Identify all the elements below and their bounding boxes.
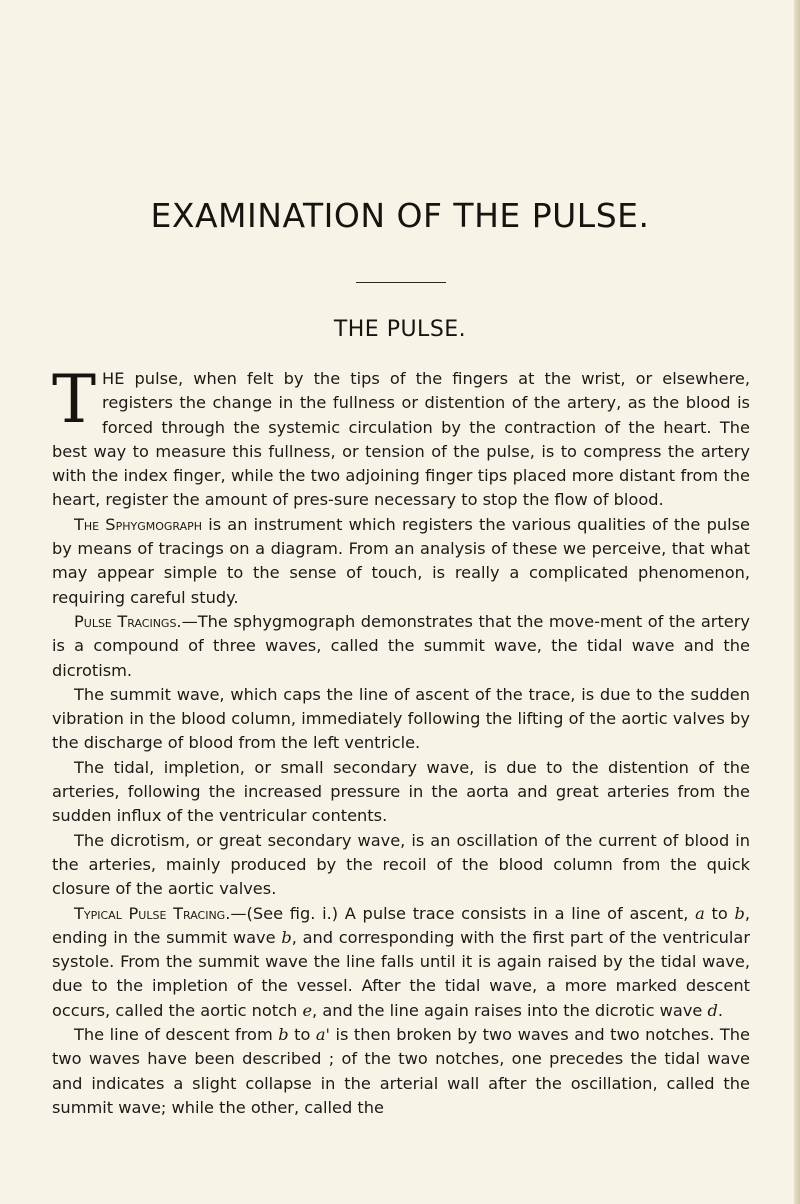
- paragraph-text: , ending in the summit wave: [52, 903, 750, 947]
- paragraph-line-of-descent: [52, 1023, 750, 1120]
- drop-cap: T: [52, 361, 97, 438]
- paragraph-text: is an instrument which registers the various qualities of the pulse by means of tracings on a diagram. From an analysis of these we perceive, that what may appear simple to the sense of touch, is really a complicated phenomenon, requiring careful study.: [52, 514, 750, 607]
- paragraph-text: to: [704, 903, 735, 923]
- paragraph-sphygmograph: [52, 513, 750, 610]
- paragraph-text: , and the line again raises into the dicrotic wave: [312, 1000, 708, 1020]
- paragraph-text: , and corresponding with the first part of the ventricular systole. From the summit wave the line falls until it is again raised by the tidal wave, due to the impletion of the vessel. After the tidal wave, a more marked descent occurs, called the aortic notch: [52, 927, 750, 1020]
- paragraph-text: .: [717, 1000, 724, 1020]
- paragraph-text: —The sphygmograph demonstrates that the move-ment of the artery is a compound of three waves, called the summit wave, the tidal wave and the dicrotism.: [52, 611, 750, 680]
- italic-letter: e: [302, 1000, 313, 1020]
- paragraph-text: HE pulse, when felt by the tips of the fingers at the wrist, or elsewhere, registers the change in the fullness or distention of the artery, as the blood is forced through the systemic circulation by the contraction of the heart. The best way to measure this fullness, or tension of the pulse, is to compress the artery with the index finger, while the two adjoining finger tips placed more distant from the heart, register the amount of pres-sure necessary to stop the flow of blood.: [52, 369, 750, 510]
- run-in-heading: Pulse Tracings.: [74, 611, 182, 631]
- paragraph-typical-tracing: [52, 902, 750, 1023]
- run-in-heading: The Sphygmograph: [74, 514, 203, 534]
- paragraph-text: is then broken by two waves and two notches. The two waves have been described ; of the two notches, one precedes the tidal wave and indicates a slight collapse in the arterial wall after the oscillation, called the summit wave; while the other, called the: [52, 1025, 750, 1117]
- title-rule: [356, 282, 446, 283]
- page-edge: [794, 0, 800, 1204]
- italic-letter: b: [734, 903, 745, 923]
- paragraph-pulse-tracings: [52, 610, 750, 683]
- section-title: THE PULSE.: [333, 317, 467, 342]
- paragraph-summit-wave: The summit wave, which caps the line of ascent of the trace, is due to the sudden vibration in the blood column, immediately following the lifting of the aortic valves by the discharge of blood from the left ventricle.: [52, 684, 750, 753]
- italic-letter: d: [707, 1000, 718, 1020]
- running-head: EXAMINATION OF THE PULSE.: [150, 196, 650, 235]
- paragraph-tidal-wave: The tidal, impletion, or small secondary wave, is due to the distention of the arteries, following the increased pressure in the aorta and great arteries from the sudden influx of the ventricular contents.: [52, 757, 750, 826]
- paragraph-dicrotism: The dicrotism, or great secondary wave, is an oscillation of the current of blood in the arteries, mainly produced by the recoil of the blood column from the quick closure of the aortic valves.: [52, 830, 750, 899]
- italic-letter: b: [281, 927, 292, 947]
- paragraph-text: to: [288, 1025, 316, 1045]
- paragraph-text: The line of descent from: [74, 1025, 279, 1045]
- italic-letter: a': [315, 1025, 330, 1045]
- run-in-heading: Typical Pulse Tracing.: [74, 903, 231, 923]
- body-text: [52, 361, 750, 1120]
- paragraph-intro: [52, 361, 750, 513]
- italic-letter: a: [695, 903, 705, 923]
- paragraph-text: —(See fig. i.) A pulse trace consists in a line of ascent,: [230, 903, 696, 923]
- italic-letter: b: [278, 1025, 289, 1045]
